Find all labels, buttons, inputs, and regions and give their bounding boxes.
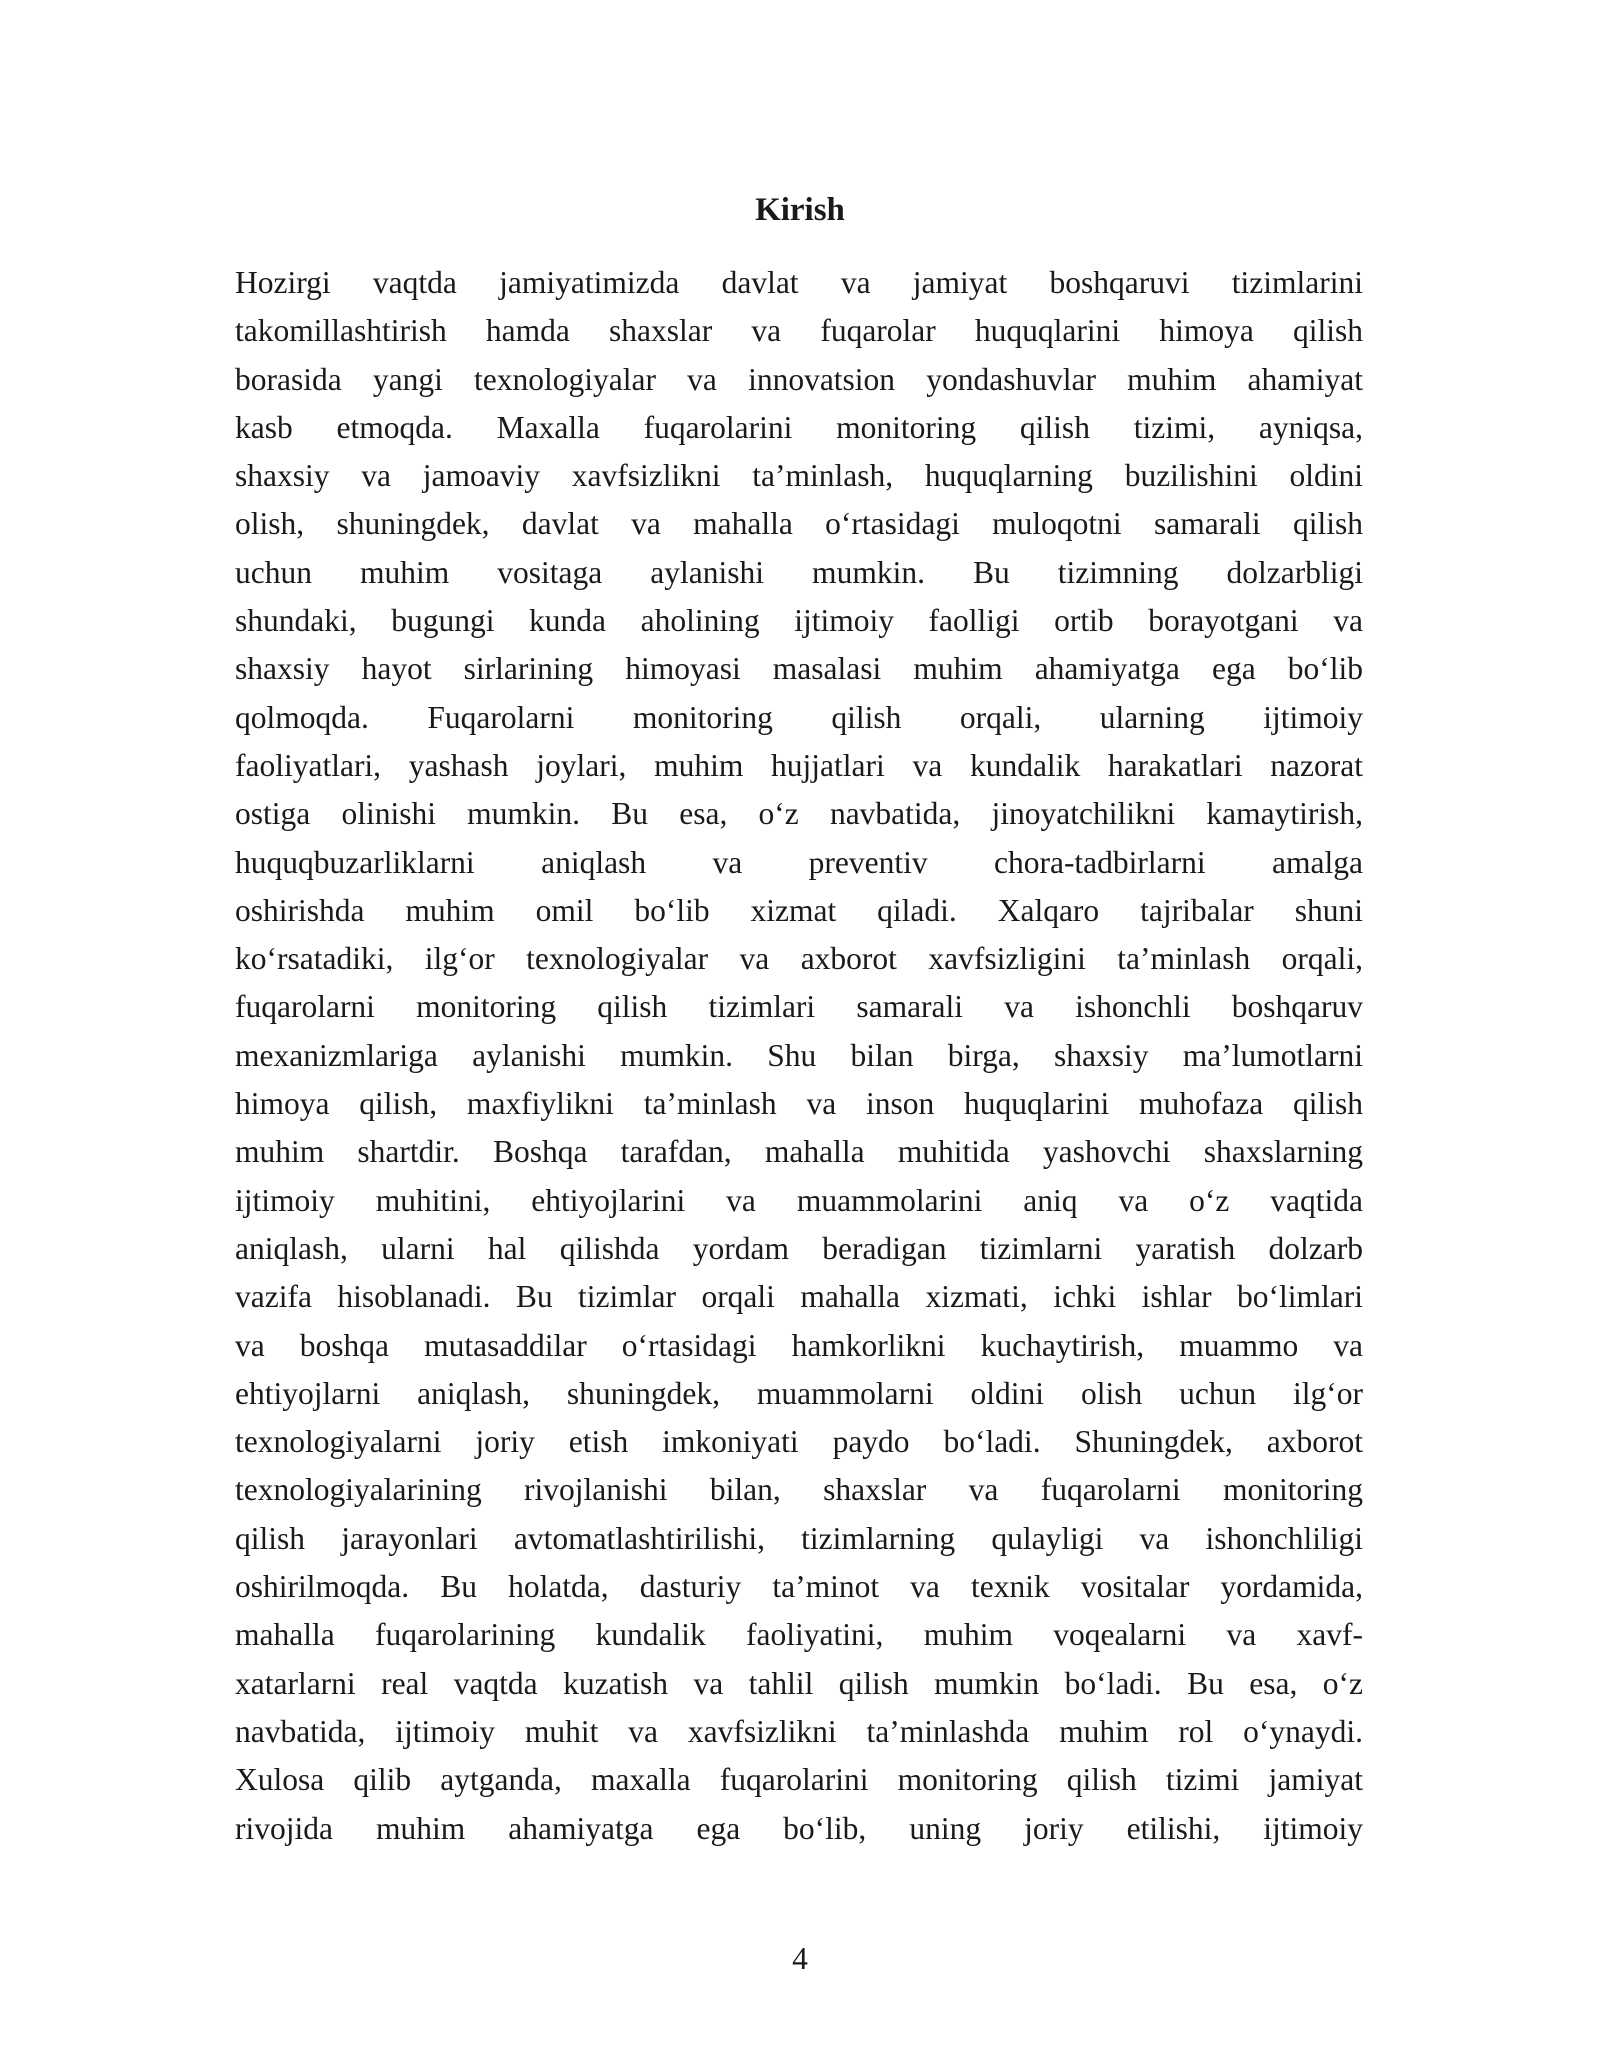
text-line: ostiga olinishi mumkin. Bu esa, o‘z navbatida, jinoyatchilikni kamaytirish, xyxy=(235,796,1363,832)
text-line: takomillashtirish hamda shaxslar va fuqarolar huquqlarini himoya qilish xyxy=(235,313,1363,349)
text-line: shaxsiy hayot sirlarining himoyasi masalasi muhim ahamiyatga ega bo‘lib xyxy=(235,651,1363,687)
text-line: faoliyatlari, yashash joylari, muhim hujjatlari va kundalik harakatlari nazorat xyxy=(235,747,1363,783)
text-line: mahalla fuqarolarining kundalik faoliyatini, muhim voqealarni va xavf- xyxy=(235,1617,1363,1653)
text-line: navbatida, ijtimoiy muhit va xavfsizlikni ta’minlashda muhim rol o‘ynaydi. xyxy=(235,1713,1363,1749)
text-line: qolmoqda. Fuqarolarni monitoring qilish orqali, ularning ijtimoiy xyxy=(235,699,1363,735)
text-line: qilish jarayonlari avtomatlashtirilishi, tizimlarning qulayligi va ishonchliligi xyxy=(235,1520,1363,1556)
text-line: borasida yangi texnologiyalar va innovatsion yondashuvlar muhim ahamiyat xyxy=(235,361,1363,397)
text-line: vazifa hisoblanadi. Bu tizimlar orqali mahalla xizmati, ichki ishlar bo‘limlari xyxy=(235,1279,1363,1315)
text-line: texnologiyalarining rivojlanishi bilan, shaxslar va fuqarolarni monitoring xyxy=(235,1472,1363,1508)
text-line: aniqlash, ularni hal qilishda yordam beradigan tizimlarni yaratish dolzarb xyxy=(235,1230,1363,1266)
text-line: Hozirgi vaqtda jamiyatimizda davlat va jamiyat boshqaruvi tizimlarini xyxy=(235,265,1363,300)
text-line: oshirishda muhim omil bo‘lib xizmat qiladi. Xalqaro tajribalar shuni xyxy=(235,892,1363,928)
text-line: shundaki, bugungi kunda aholining ijtimoiy faolligi ortib borayotgani va xyxy=(235,603,1363,639)
text-line: shaxsiy va jamoaviy xavfsizlikni ta’minlash, huquqlarning buzilishini oldini xyxy=(235,458,1363,494)
page-title: Kirish xyxy=(755,192,845,228)
text-line: huquqbuzarliklarni aniqlash va preventiv chora-tadbirlarni amalga xyxy=(235,844,1363,880)
text-line: uchun muhim vositaga aylanishi mumkin. Bu tizimning dolzarbligi xyxy=(235,554,1363,590)
text-line: ko‘rsatadiki, ilg‘or texnologiyalar va axborot xavfsizligini ta’minlash orqali, xyxy=(235,941,1363,977)
text-line: texnologiyalarni joriy etish imkoniyati paydo bo‘ladi. Shuningdek, axborot xyxy=(235,1424,1363,1460)
text-line: himoya qilish, maxfiylikni ta’minlash va inson huquqlarini muhofaza qilish xyxy=(235,1086,1363,1122)
text-line: ehtiyojlarni aniqlash, shuningdek, muammolarni oldini olish uchun ilg‘or xyxy=(235,1375,1363,1411)
body-paragraph xyxy=(235,259,1363,1853)
text-line: olish, shuningdek, davlat va mahalla o‘rtasidagi muloqotni samarali qilish xyxy=(235,506,1363,542)
text-line: ijtimoiy muhitini, ehtiyojlarini va muammolarini aniq va o‘z vaqtida xyxy=(235,1182,1363,1218)
text-line: fuqarolarni monitoring qilish tizimlari samarali va ishonchli boshqaruv xyxy=(235,989,1363,1025)
page-number: 4 xyxy=(792,1941,808,1976)
text-line: oshirilmoqda. Bu holatda, dasturiy ta’minot va texnik vositalar yordamida, xyxy=(235,1569,1363,1605)
text-line: va boshqa mutasaddilar o‘rtasidagi hamkorlikni kuchaytirish, muammo va xyxy=(235,1327,1363,1363)
text-line: xatarlarni real vaqtda kuzatish va tahlil qilish mumkin bo‘ladi. Bu esa, o‘z xyxy=(235,1665,1363,1701)
text-line: kasb etmoqda. Maxalla fuqarolarini monitoring qilish tizimi, ayniqsa, xyxy=(235,409,1363,445)
text-line: rivojida muhim ahamiyatga ega bo‘lib, uning joriy etilishi, ijtimoiy xyxy=(235,1810,1363,1846)
text-line: muhim shartdir. Boshqa tarafdan, mahalla muhitida yashovchi shaxslarning xyxy=(235,1134,1363,1170)
text-line: mexanizmlariga aylanishi mumkin. Shu bilan birga, shaxsiy ma’lumotlarni xyxy=(235,1037,1363,1073)
text-line: Xulosa qilib aytganda, maxalla fuqarolarini monitoring qilish tizimi jamiyat xyxy=(235,1762,1363,1798)
